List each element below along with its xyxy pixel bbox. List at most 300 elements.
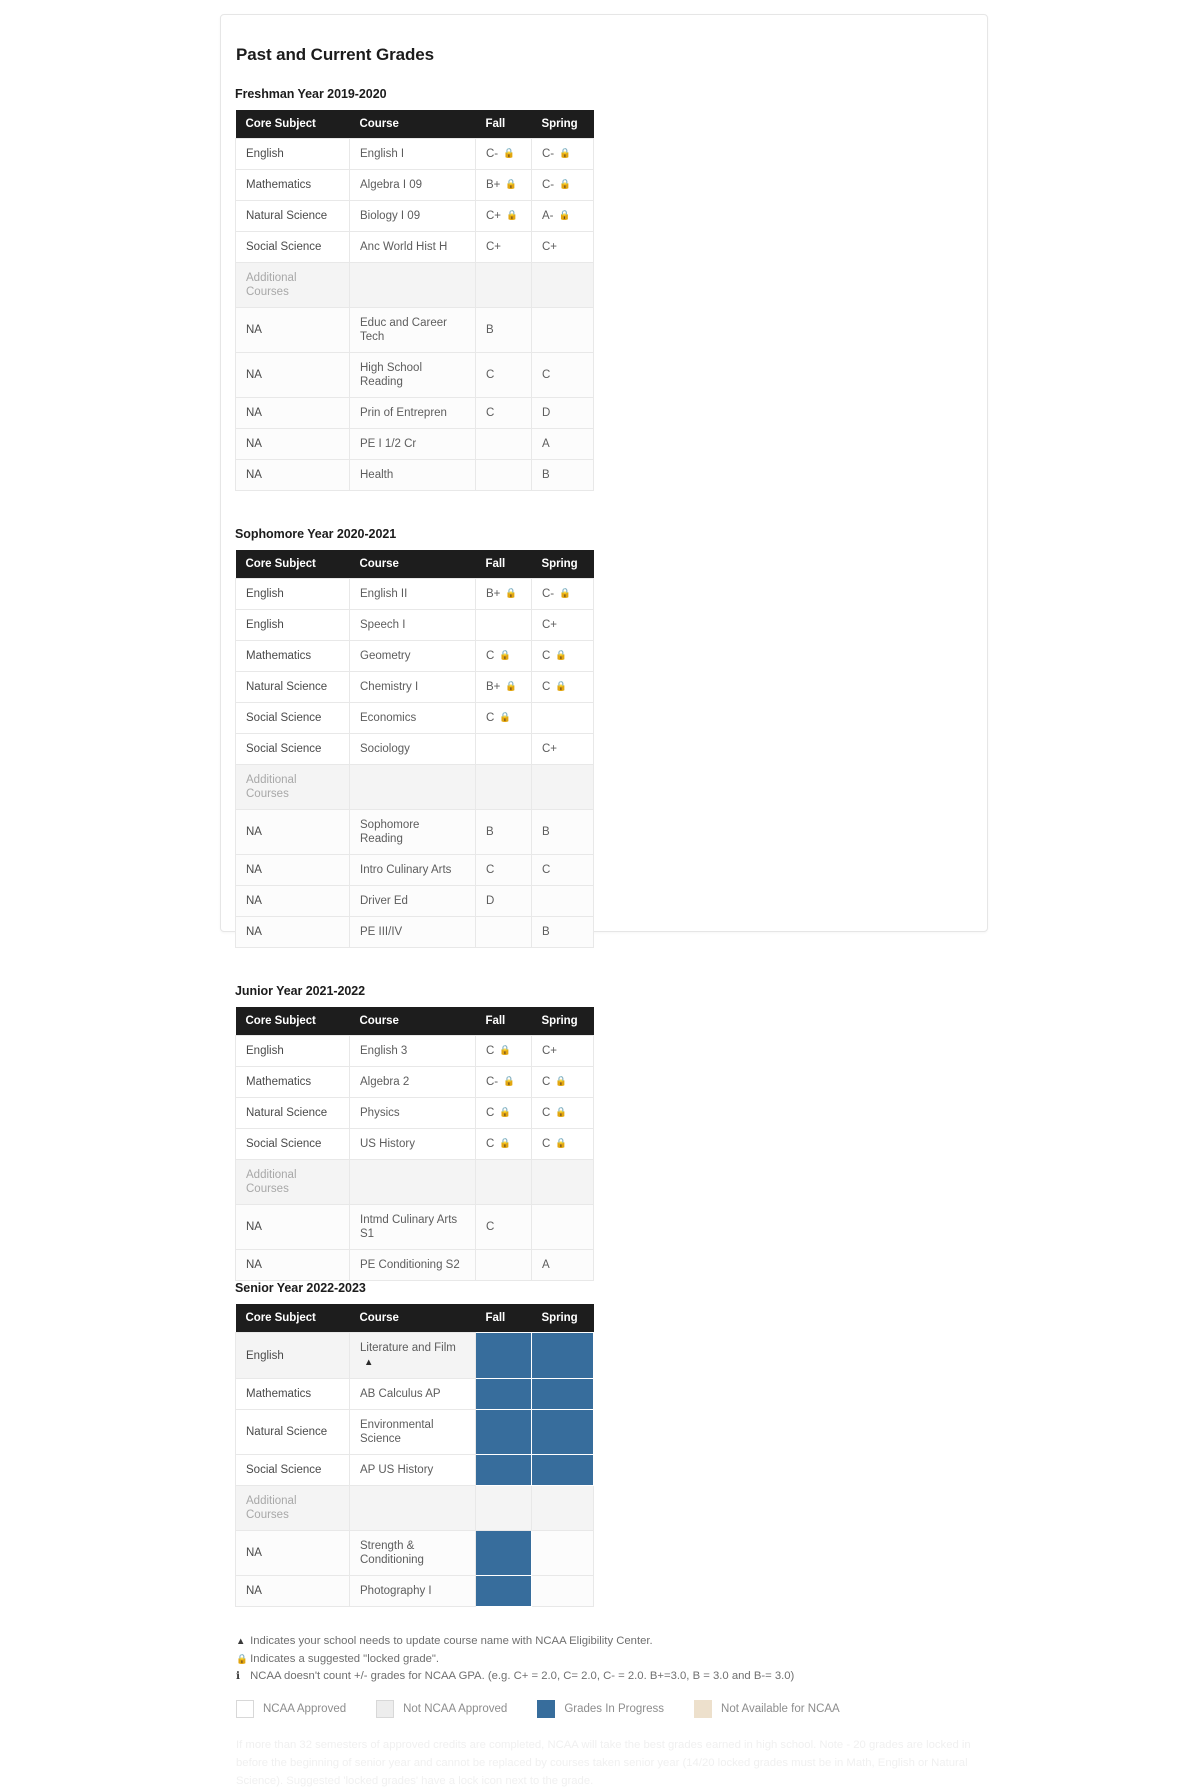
grade-cell bbox=[532, 703, 594, 734]
table-row bbox=[236, 1098, 594, 1129]
course-cell bbox=[350, 460, 476, 491]
grade-value: C bbox=[542, 864, 551, 876]
grade-cell-in-progress bbox=[532, 1379, 594, 1410]
grade-value: A bbox=[542, 1259, 550, 1271]
grade-cell-in-progress bbox=[476, 1379, 532, 1410]
grade-value: D bbox=[486, 895, 495, 907]
grade-cell bbox=[476, 460, 532, 491]
course-cell bbox=[350, 1486, 476, 1531]
grade-value: C bbox=[486, 407, 495, 419]
grade-value: B bbox=[486, 826, 494, 838]
note-line bbox=[236, 1633, 973, 1651]
column-header: Course bbox=[350, 110, 476, 139]
subject-cell: Additional Courses bbox=[236, 765, 350, 810]
column-header: Fall bbox=[476, 550, 532, 579]
grade-value: C bbox=[486, 1045, 495, 1057]
table-row bbox=[236, 641, 594, 672]
grade-value: C- bbox=[486, 148, 499, 160]
warning-triangle-icon: ▲ bbox=[236, 1636, 246, 1647]
course-cell bbox=[350, 170, 476, 201]
disclaimer-text: If more than 32 semesters of approved credits are completed, NCAA will take the best grades earned in high school. Note - 20 grades are locked in before the beginning of senior year and cannot be replaced by courses taken senior year (14/20 locked grades must be in Math, English or Natural Science). Suggested 'locked grades' have a lock icon next to the grade. bbox=[236, 1738, 971, 1787]
subject-cell: Social Science bbox=[236, 232, 350, 263]
course-name: Physics bbox=[360, 1107, 400, 1119]
legend-item bbox=[694, 1700, 840, 1718]
year-grid bbox=[235, 87, 973, 1607]
lock-icon: 🔒 bbox=[559, 148, 571, 159]
subject-cell: NA bbox=[236, 460, 350, 491]
grade-value: C bbox=[486, 1138, 495, 1150]
grade-value: C bbox=[542, 1138, 551, 1150]
grade-cell bbox=[532, 641, 594, 672]
table-row bbox=[236, 1250, 594, 1281]
course-cell bbox=[350, 1333, 476, 1379]
year-block bbox=[235, 1281, 593, 1607]
course-cell bbox=[350, 1410, 476, 1455]
grade-value: C bbox=[486, 864, 495, 876]
grade-cell bbox=[476, 201, 532, 232]
grade-value: C+ bbox=[542, 241, 558, 253]
course-name: Geometry bbox=[360, 650, 411, 662]
grade-cell bbox=[476, 1098, 532, 1129]
grade-cell-in-progress bbox=[476, 1333, 532, 1379]
grade-cell bbox=[532, 398, 594, 429]
course-cell bbox=[350, 1455, 476, 1486]
grade-value: C bbox=[486, 650, 495, 662]
subject-cell: Mathematics bbox=[236, 1379, 350, 1410]
grade-cell bbox=[476, 734, 532, 765]
lock-icon: 🔒 bbox=[505, 588, 518, 599]
grade-cell bbox=[476, 917, 532, 948]
grade-cell bbox=[532, 263, 594, 308]
course-cell bbox=[350, 810, 476, 855]
legend-label: Not Available for NCAA bbox=[721, 1702, 840, 1715]
course-cell bbox=[350, 672, 476, 703]
course-name: Intmd Culinary Arts S1 bbox=[360, 1214, 458, 1240]
table-header-row bbox=[236, 110, 594, 139]
subject-cell: Social Science bbox=[236, 1129, 350, 1160]
column-header: Core Subject bbox=[236, 550, 350, 579]
column-header: Fall bbox=[476, 110, 532, 139]
legend-swatch bbox=[694, 1700, 712, 1718]
subject-cell: NA bbox=[236, 398, 350, 429]
table-header-row bbox=[236, 1007, 594, 1036]
table-row bbox=[236, 1576, 594, 1607]
course-cell bbox=[350, 429, 476, 460]
subject-cell: Additional Courses bbox=[236, 263, 350, 308]
table-row bbox=[236, 810, 594, 855]
legend-item bbox=[537, 1700, 664, 1718]
year-block bbox=[235, 527, 593, 948]
table-row bbox=[236, 855, 594, 886]
table-row bbox=[236, 1333, 594, 1379]
column-header: Fall bbox=[476, 1304, 532, 1333]
course-name: Algebra 2 bbox=[360, 1076, 410, 1088]
column-header: Core Subject bbox=[236, 1304, 350, 1333]
course-name: High School Reading bbox=[360, 362, 423, 388]
grade-cell bbox=[476, 1486, 532, 1531]
lock-icon: 🔒 bbox=[555, 650, 568, 661]
course-cell bbox=[350, 1067, 476, 1098]
course-name: Driver Ed bbox=[360, 895, 408, 907]
grade-cell bbox=[532, 672, 594, 703]
grade-cell bbox=[476, 353, 532, 398]
grade-value: C bbox=[486, 1221, 495, 1233]
course-cell bbox=[350, 917, 476, 948]
column-header: Fall bbox=[476, 1007, 532, 1036]
table-row bbox=[236, 429, 594, 460]
legend-label: Grades In Progress bbox=[564, 1702, 665, 1715]
lock-icon: 🔒 bbox=[505, 681, 518, 692]
grade-value: C+ bbox=[542, 743, 558, 755]
table-header-row bbox=[236, 1304, 594, 1333]
grade-cell bbox=[532, 1205, 594, 1250]
course-cell bbox=[350, 1379, 476, 1410]
table-row bbox=[236, 917, 594, 948]
column-header: Spring bbox=[532, 550, 594, 579]
grades-table bbox=[235, 550, 594, 948]
subject-cell: NA bbox=[236, 1250, 350, 1281]
grade-value: B+ bbox=[486, 588, 501, 600]
course-name: Sophomore Reading bbox=[360, 819, 420, 845]
subject-cell: Social Science bbox=[236, 734, 350, 765]
grade-cell bbox=[532, 1098, 594, 1129]
course-name: Biology I 09 bbox=[360, 210, 421, 222]
subject-cell: English bbox=[236, 139, 350, 170]
course-name: PE I 1/2 Cr bbox=[360, 438, 417, 450]
lock-icon: 🔒 bbox=[555, 1107, 568, 1118]
grade-cell bbox=[532, 353, 594, 398]
legend-swatch bbox=[376, 1700, 394, 1718]
grade-value: C- bbox=[542, 148, 555, 160]
course-name: US History bbox=[360, 1138, 415, 1150]
notes-section bbox=[235, 1633, 973, 1685]
course-cell bbox=[350, 398, 476, 429]
subject-cell: Mathematics bbox=[236, 170, 350, 201]
course-name: AB Calculus AP bbox=[360, 1388, 441, 1400]
grade-cell bbox=[532, 1067, 594, 1098]
course-cell bbox=[350, 308, 476, 353]
grade-cell bbox=[532, 232, 594, 263]
grade-cell bbox=[532, 610, 594, 641]
course-cell bbox=[350, 232, 476, 263]
lock-icon: 🔒 bbox=[503, 148, 515, 159]
grade-cell-in-progress bbox=[532, 1455, 594, 1486]
grades-table bbox=[235, 1304, 594, 1607]
grade-cell bbox=[476, 232, 532, 263]
subject-cell: Natural Science bbox=[236, 672, 350, 703]
grade-cell-in-progress bbox=[476, 1410, 532, 1455]
course-cell bbox=[350, 641, 476, 672]
course-name: Speech I bbox=[360, 619, 406, 631]
grade-value: C- bbox=[542, 588, 555, 600]
warning-triangle-icon: ▲ bbox=[364, 1357, 374, 1368]
course-cell bbox=[350, 1160, 476, 1205]
grade-value: C+ bbox=[542, 1045, 558, 1057]
subject-cell: NA bbox=[236, 886, 350, 917]
course-cell bbox=[350, 734, 476, 765]
lock-icon: 🔒 bbox=[499, 712, 512, 723]
subject-cell: NA bbox=[236, 1205, 350, 1250]
grade-cell bbox=[532, 734, 594, 765]
table-header-row bbox=[236, 550, 594, 579]
grade-cell bbox=[532, 170, 594, 201]
grade-cell bbox=[532, 579, 594, 610]
course-cell bbox=[350, 855, 476, 886]
legend-item bbox=[376, 1700, 507, 1718]
table-row bbox=[236, 1160, 594, 1205]
grade-cell bbox=[476, 579, 532, 610]
course-name: Algebra I 09 bbox=[360, 179, 423, 191]
grade-value: C bbox=[486, 712, 495, 724]
grade-cell bbox=[476, 1160, 532, 1205]
year-block bbox=[235, 87, 593, 491]
table-row bbox=[236, 232, 594, 263]
grades-table bbox=[235, 110, 594, 491]
table-row bbox=[236, 308, 594, 353]
grade-cell bbox=[532, 810, 594, 855]
course-cell bbox=[350, 263, 476, 308]
grade-cell bbox=[532, 139, 594, 170]
subject-cell: Social Science bbox=[236, 703, 350, 734]
lock-icon: 🔒 bbox=[555, 1138, 568, 1149]
course-name: Environmental Science bbox=[360, 1419, 434, 1445]
course-cell bbox=[350, 579, 476, 610]
grade-value: C bbox=[542, 1107, 551, 1119]
grade-cell bbox=[532, 460, 594, 491]
column-header: Spring bbox=[532, 110, 594, 139]
table-row bbox=[236, 765, 594, 810]
table-row bbox=[236, 672, 594, 703]
grade-cell bbox=[532, 1036, 594, 1067]
info-circle-icon: ℹ bbox=[236, 1670, 240, 1682]
subject-cell: Mathematics bbox=[236, 1067, 350, 1098]
legend bbox=[235, 1700, 973, 1718]
grade-cell bbox=[476, 886, 532, 917]
table-row bbox=[236, 703, 594, 734]
grade-cell bbox=[532, 1250, 594, 1281]
table-row bbox=[236, 1410, 594, 1455]
grade-cell-in-progress bbox=[532, 1333, 594, 1379]
year-title: Senior Year 2022-2023 bbox=[235, 1281, 366, 1295]
grade-value: C bbox=[486, 369, 495, 381]
course-cell bbox=[350, 886, 476, 917]
table-row bbox=[236, 886, 594, 917]
grade-cell bbox=[476, 855, 532, 886]
grade-value: C- bbox=[486, 1076, 499, 1088]
lock-icon: 🔒 bbox=[558, 210, 571, 221]
subject-cell: NA bbox=[236, 1531, 350, 1576]
table-row bbox=[236, 263, 594, 308]
grade-cell bbox=[532, 1486, 594, 1531]
table-row bbox=[236, 170, 594, 201]
subject-cell: English bbox=[236, 610, 350, 641]
grade-value: B bbox=[486, 324, 494, 336]
grade-cell bbox=[532, 308, 594, 353]
grade-cell bbox=[476, 1205, 532, 1250]
subject-cell: Additional Courses bbox=[236, 1160, 350, 1205]
lock-icon: 🔒 bbox=[559, 179, 571, 190]
grade-value: D bbox=[542, 407, 551, 419]
card-inner bbox=[221, 15, 987, 1787]
grade-cell-in-progress bbox=[476, 1531, 532, 1576]
course-cell bbox=[350, 1205, 476, 1250]
course-name: Health bbox=[360, 469, 394, 481]
column-header: Course bbox=[350, 1007, 476, 1036]
subject-cell: English bbox=[236, 579, 350, 610]
note-text: Indicates your school needs to update course name with NCAA Eligibility Center. bbox=[247, 1635, 653, 1647]
course-name: Prin of Entrepren bbox=[360, 407, 447, 419]
column-header: Core Subject bbox=[236, 1007, 350, 1036]
subject-cell: Natural Science bbox=[236, 1410, 350, 1455]
course-cell bbox=[350, 1129, 476, 1160]
table-row bbox=[236, 734, 594, 765]
subject-cell: Natural Science bbox=[236, 201, 350, 232]
grade-value: C+ bbox=[542, 619, 558, 631]
subject-cell: Natural Science bbox=[236, 1098, 350, 1129]
year-title: Freshman Year 2019-2020 bbox=[235, 87, 387, 101]
legend-label: NCAA Approved bbox=[263, 1702, 347, 1715]
table-row bbox=[236, 1067, 594, 1098]
subject-cell: NA bbox=[236, 917, 350, 948]
grade-value: C bbox=[542, 681, 551, 693]
table-row bbox=[236, 1455, 594, 1486]
lock-icon: 🔒 bbox=[555, 681, 568, 692]
course-name: English I bbox=[360, 148, 405, 160]
note-line bbox=[236, 1651, 973, 1669]
grade-cell bbox=[532, 886, 594, 917]
subject-cell: NA bbox=[236, 855, 350, 886]
grade-value: C+ bbox=[486, 210, 502, 222]
table-row bbox=[236, 353, 594, 398]
grade-value: C bbox=[542, 650, 551, 662]
grade-cell bbox=[476, 429, 532, 460]
course-cell bbox=[350, 765, 476, 810]
course-cell bbox=[350, 703, 476, 734]
table-row bbox=[236, 1486, 594, 1531]
lock-icon: 🔒 bbox=[555, 1076, 568, 1087]
course-name: Chemistry I bbox=[360, 681, 419, 693]
grade-cell bbox=[476, 610, 532, 641]
table-row bbox=[236, 610, 594, 641]
legend-swatch bbox=[537, 1700, 555, 1718]
table-row bbox=[236, 1531, 594, 1576]
subject-cell: Additional Courses bbox=[236, 1486, 350, 1531]
course-name: Sociology bbox=[360, 743, 410, 755]
grade-value: C bbox=[542, 369, 551, 381]
grades-card bbox=[220, 14, 988, 1787]
table-row bbox=[236, 460, 594, 491]
lock-icon: 🔒 bbox=[559, 588, 571, 599]
grade-cell bbox=[476, 139, 532, 170]
legend-item bbox=[236, 1700, 346, 1718]
course-cell bbox=[350, 139, 476, 170]
course-cell bbox=[350, 201, 476, 232]
grade-cell bbox=[532, 917, 594, 948]
course-name: PE III/IV bbox=[360, 926, 403, 938]
grade-value: C bbox=[486, 1107, 495, 1119]
year-title: Sophomore Year 2020-2021 bbox=[235, 527, 397, 541]
grade-value: A- bbox=[542, 210, 554, 222]
grade-cell bbox=[532, 201, 594, 232]
grade-cell bbox=[532, 429, 594, 460]
course-cell bbox=[350, 1576, 476, 1607]
note-line bbox=[236, 1668, 973, 1685]
course-name: English II bbox=[360, 588, 408, 600]
page-title: Past and Current Grades bbox=[236, 45, 434, 64]
grade-value: C bbox=[542, 1076, 551, 1088]
course-name: Literature and Film bbox=[360, 1342, 456, 1354]
course-name: Intro Culinary Arts bbox=[360, 864, 452, 876]
grade-cell bbox=[476, 1036, 532, 1067]
grade-cell bbox=[532, 765, 594, 810]
column-header: Spring bbox=[532, 1304, 594, 1333]
course-cell bbox=[350, 1098, 476, 1129]
course-cell bbox=[350, 1250, 476, 1281]
course-name: Economics bbox=[360, 712, 417, 724]
note-text: Indicates a suggested "locked grade". bbox=[247, 1652, 440, 1665]
table-row bbox=[236, 1205, 594, 1250]
column-header: Course bbox=[350, 1304, 476, 1333]
grade-cell bbox=[532, 1160, 594, 1205]
course-name: English 3 bbox=[360, 1045, 408, 1057]
grade-cell bbox=[532, 1531, 594, 1576]
subject-cell: NA bbox=[236, 810, 350, 855]
grade-cell bbox=[532, 855, 594, 886]
course-name: Anc World Hist H bbox=[360, 241, 448, 253]
legend-label: Not NCAA Approved bbox=[403, 1702, 508, 1715]
grade-cell bbox=[476, 672, 532, 703]
subject-cell: NA bbox=[236, 1576, 350, 1607]
grade-cell bbox=[476, 170, 532, 201]
subject-cell: NA bbox=[236, 429, 350, 460]
grade-value: B+ bbox=[486, 681, 501, 693]
course-name: PE Conditioning S2 bbox=[360, 1259, 460, 1271]
subject-cell: English bbox=[236, 1333, 350, 1379]
lock-icon: 🔒 bbox=[503, 1076, 515, 1087]
table-row bbox=[236, 579, 594, 610]
grade-value: B bbox=[542, 469, 550, 481]
lock-icon: 🔒 bbox=[505, 179, 518, 190]
table-row bbox=[236, 1379, 594, 1410]
course-cell bbox=[350, 353, 476, 398]
grade-value: B+ bbox=[486, 179, 501, 191]
table-row bbox=[236, 1129, 594, 1160]
course-cell bbox=[350, 610, 476, 641]
grade-value: B bbox=[542, 826, 550, 838]
table-row bbox=[236, 139, 594, 170]
grade-cell bbox=[532, 1129, 594, 1160]
lock-icon: 🔒 bbox=[499, 1045, 512, 1056]
course-name: AP US History bbox=[360, 1464, 434, 1476]
note-text: NCAA doesn't count +/- grades for NCAA GPA. (e.g. C+ = 2.0, C= 2.0, C- = 2.0. B+=3.0, B = 3.0 and B-= 3.0) bbox=[247, 1670, 795, 1682]
grade-cell bbox=[476, 641, 532, 672]
grade-cell bbox=[476, 765, 532, 810]
grade-cell-in-progress bbox=[476, 1576, 532, 1607]
year-title: Junior Year 2021-2022 bbox=[235, 984, 366, 998]
grade-cell bbox=[476, 1067, 532, 1098]
grade-value: C+ bbox=[486, 241, 502, 253]
column-header: Spring bbox=[532, 1007, 594, 1036]
grades-table bbox=[235, 1007, 594, 1281]
course-name: Photography I bbox=[360, 1585, 432, 1597]
subject-cell: Mathematics bbox=[236, 641, 350, 672]
column-header: Course bbox=[350, 550, 476, 579]
lock-icon: 🔒 bbox=[499, 1107, 512, 1118]
grade-cell bbox=[476, 810, 532, 855]
subject-cell: Social Science bbox=[236, 1455, 350, 1486]
course-name: Educ and Career Tech bbox=[360, 317, 447, 343]
grade-cell bbox=[476, 1250, 532, 1281]
